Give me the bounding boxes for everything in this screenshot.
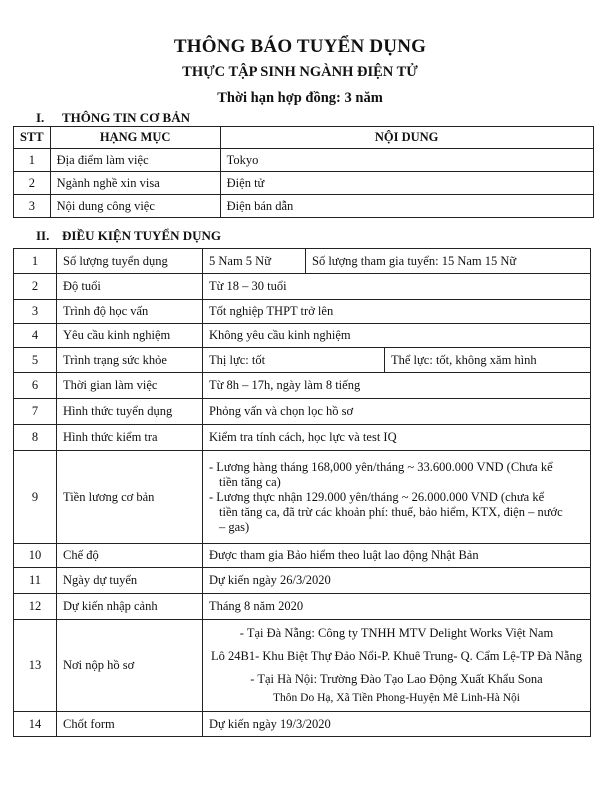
salary-line: tiền tăng ca): [219, 474, 281, 489]
row-value: Kiểm tra tính cách, học lực và test IQ: [203, 425, 591, 451]
row-stt: 14: [14, 712, 57, 737]
table-row: [14, 195, 594, 218]
row-stt: 6: [14, 373, 57, 399]
table-row: [14, 172, 594, 195]
row-value: 5 Nam 5 Nữ: [203, 249, 306, 274]
row-stt: 5: [14, 348, 57, 373]
row-label: Chế độ: [57, 544, 203, 568]
section-1-number: I.: [36, 110, 45, 125]
row-stt: 4: [14, 324, 57, 348]
row-label: Ngành nghề xin visa: [50, 172, 220, 195]
basic-info-table: [13, 126, 594, 218]
row-label: Hình thức tuyển dụng: [57, 399, 203, 425]
row-stt: 2: [14, 172, 51, 195]
row-value: Tháng 8 năm 2020: [203, 594, 591, 620]
row-stt: 7: [14, 399, 57, 425]
row-extra: Số lượng tham gia tuyển: 15 Nam 15 Nữ: [306, 249, 591, 274]
row-label: Nơi nộp hồ sơ: [57, 620, 203, 712]
row-label: Yêu cầu kinh nghiệm: [57, 324, 203, 348]
table-header-row: [14, 127, 594, 149]
row-stt: 3: [14, 195, 51, 218]
row-value: Từ 8h – 17h, ngày làm 8 tiếng: [203, 373, 591, 399]
row-extra: Thể lực: tốt, không xăm hình: [385, 348, 591, 373]
section-1-heading: [36, 110, 190, 126]
header-content: NỘI DUNG: [220, 127, 593, 149]
row-label: Số lượng tuyển dụng: [57, 249, 203, 274]
table-row: [14, 594, 591, 620]
row-stt: 12: [14, 594, 57, 620]
section-1-title: THÔNG TIN CƠ BẢN: [62, 110, 190, 125]
row-value: Điện bán dẫn: [220, 195, 593, 218]
table-row: [14, 399, 591, 425]
row-value: Tốt nghiệp THPT trở lên: [203, 300, 591, 324]
table-row: [14, 620, 591, 712]
table-row: [14, 451, 591, 544]
header-stt: STT: [14, 127, 51, 149]
row-stt: 10: [14, 544, 57, 568]
section-2-title: ĐIỀU KIỆN TUYỂN DỤNG: [62, 228, 222, 243]
table-row: [14, 348, 591, 373]
salary-line: - Lương thực nhận 129.000 yên/tháng ~ 26.000.000 VND (chưa kể: [209, 489, 545, 504]
salary-line: - Lương hàng tháng 168,000 yên/tháng ~ 33.600.000 VND (Chưa kể: [209, 459, 553, 474]
table-row: [14, 373, 591, 399]
row-value: Dự kiến ngày 19/3/2020: [203, 712, 591, 737]
row-value: Điện tử: [220, 172, 593, 195]
section-2-heading: [36, 228, 221, 244]
table-row: [14, 324, 591, 348]
salary-line: – gas): [219, 519, 250, 534]
contract-term: Thời hạn hợp đồng: 3 năm: [217, 90, 383, 106]
row-label: Ngày dự tuyển: [57, 568, 203, 594]
row-label: Thời gian làm việc: [57, 373, 203, 399]
row-label: Trình trạng sức khỏe: [57, 348, 203, 373]
row-label: Hình thức kiểm tra: [57, 425, 203, 451]
row-label: Trình độ học vấn: [57, 300, 203, 324]
table-row: [14, 274, 591, 300]
document-subtitle: THỰC TẬP SINH NGÀNH ĐIỆN TỬ: [182, 64, 418, 80]
location-line: - Tại Hà Nội: Trường Đào Tạo Lao Động Xuất Khẩu Sona: [250, 671, 543, 686]
row-value: Dự kiến ngày 26/3/2020: [203, 568, 591, 594]
row-label: Dự kiến nhập cảnh: [57, 594, 203, 620]
row-label: Độ tuổi: [57, 274, 203, 300]
row-label: Tiền lương cơ bản: [57, 451, 203, 544]
table-row: [14, 544, 591, 568]
row-value: Từ 18 – 30 tuổi: [203, 274, 591, 300]
row-stt: 8: [14, 425, 57, 451]
salary-line: tiền tăng ca, đã trừ các khoản phí: thuế, bảo hiểm, KTX, điện – nước: [219, 504, 563, 519]
row-value: Thị lực: tốt: [203, 348, 385, 373]
row-label: Nội dung công việc: [50, 195, 220, 218]
row-stt: 11: [14, 568, 57, 594]
location-line: Thôn Do Hạ, Xã Tiền Phong-Huyện Mê Linh-Hà Nội: [273, 691, 520, 704]
row-value: Không yêu cầu kinh nghiệm: [203, 324, 591, 348]
row-stt: 1: [14, 249, 57, 274]
recruitment-conditions-table: [13, 248, 591, 737]
header-category: HẠNG MỤC: [50, 127, 220, 149]
table-row: [14, 568, 591, 594]
table-row: [14, 300, 591, 324]
row-stt: 2: [14, 274, 57, 300]
row-stt: 1: [14, 149, 51, 172]
location-line: Lô 24B1- Khu Biệt Thự Đảo Nổi-P. Khuê Trung- Q. Cẩm Lệ-TP Đà Nẵng: [211, 648, 582, 663]
document-title: THÔNG BÁO TUYỂN DỤNG: [173, 36, 427, 57]
row-stt: 13: [14, 620, 57, 712]
table-row: [14, 425, 591, 451]
salary-details: [203, 451, 591, 544]
row-value: Được tham gia Bảo hiểm theo luật lao động Nhật Bản: [203, 544, 591, 568]
submission-locations: [203, 620, 591, 712]
table-row: [14, 149, 594, 172]
row-value: Tokyo: [220, 149, 593, 172]
row-value: Phỏng vấn và chọn lọc hồ sơ: [203, 399, 591, 425]
row-stt: 9: [14, 451, 57, 544]
row-label: Địa điểm làm việc: [50, 149, 220, 172]
table-row: [14, 249, 591, 274]
location-line: - Tại Đà Nẵng: Công ty TNHH MTV Delight Works Việt Nam: [239, 625, 554, 640]
row-label: Chốt form: [57, 712, 203, 737]
row-stt: 3: [14, 300, 57, 324]
section-2-number: II.: [36, 228, 50, 243]
table-row: [14, 712, 591, 737]
